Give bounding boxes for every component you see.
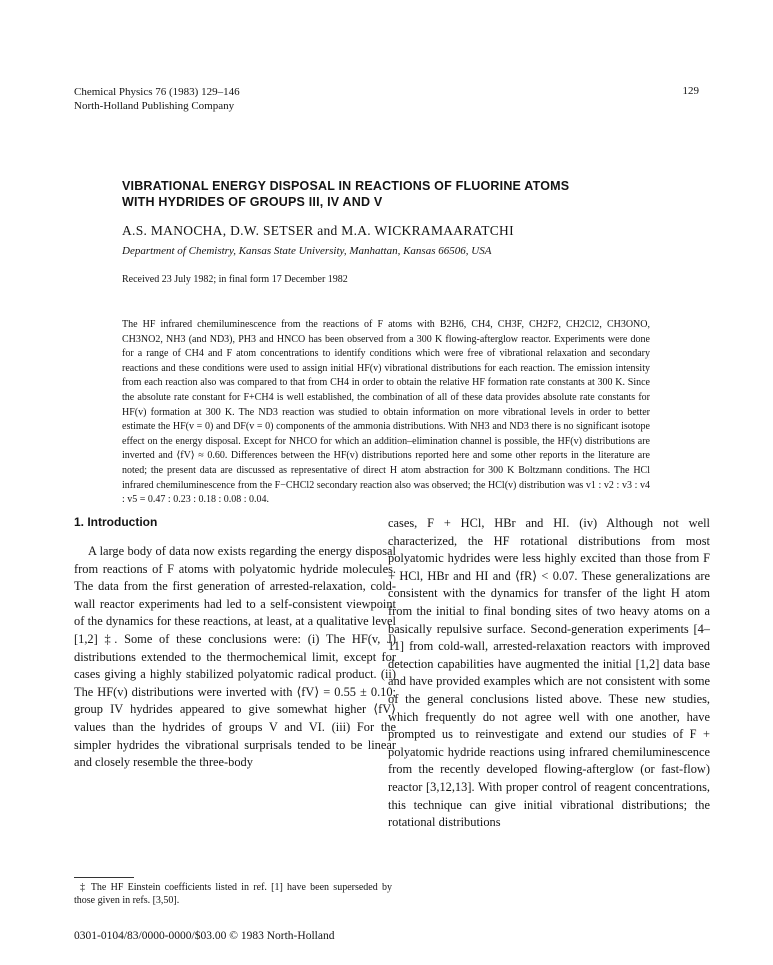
received-date: Received 23 July 1982; in final form 17 December 1982 <box>122 274 348 285</box>
page-number: 129 <box>682 85 699 97</box>
footnote-divider <box>74 877 134 878</box>
introduction-paragraph-left: A large body of data now exists regarding the energy disposal from reactions of F atoms with polyatomic hydride molecules. The data from the first generation of arrested-relaxation, cold-wall reactor experiments had led to a self-consistent viewpoint of the dynamics for these reactions, at least, at a qualitative level [1,2] ‡. Some of these conclusions were: (i) The HF(v, J) distributions extended to the thermochemical limit, except for cases giving a highly stabilized polyatomic radical product. (ii) The HF(v) distributions were inverted with ⟨fV⟩ = 0.55 ± 0.10; group IV hydrides appeared to give somewhat higher ⟨fV⟩ values than the hydrides of groups V and VI. (iii) For the simpler hydrides the vibrational surprisals tended to be linear and closely resemble the three-body <box>74 544 396 770</box>
title-line-2: WITH HYDRIDES OF GROUPS III, IV AND V <box>122 195 383 209</box>
body-column-right <box>388 515 710 832</box>
article-title <box>122 178 682 210</box>
copyright-line: 0301-0104/83/0000-0000/$03.00 © 1983 North-Holland <box>74 930 335 942</box>
abstract: The HF infrared chemiluminescence from the reactions of F atoms with B2H6, CH4, CH3F, CH2F2, CH2Cl2, CH3ONO, CH3NO2, NH3 (and ND3), PH3 and HNCO has been observed from a 300 K flowing-afterglow reactor. Experiments were done for a range of CH4 and F atom concentrations to identify conditions which were free of vibrational relaxation and secondary reactions and these conditions were used to assign initial HF(v) vibrational distributions for each reaction. The emission intensity from each reaction also was compared to that from CH4 in order to obtain the relative HF formation rate constants at 300 K. Since the absolute rate constant for F+CH4 is well established, the combination of all of these data provides absolute rate constants for HF(v) formation at 300 K. The ND3 reaction was studied to obtain information on more vibrational levels in order to better estimate the HF(v = 0) and DF(v = 0) components of the ammonia distributions. With NH3 and ND3 there is no significant isotope effect on the energy disposal. Except for NHCO for which an addition–elimination channel is possible, the HF(v) distributions are inverted and ⟨fV⟩ ≈ 0.60. Differences between the HF(v) distributions reported here and some other reports in the literature are noted; the present data are discussed as representative of direct H atom abstraction for 300 K Boltzmann conditions. The HCl infrared chemiluminescence from the F−CHCl2 secondary reaction also was observed; the HCl(v) distribution was v1 : v2 : v3 : v4 : v5 = 0.47 : 0.23 : 0.18 : 0.08 : 0.04. <box>122 319 650 506</box>
author-affiliation: Department of Chemistry, Kansas State University, Manhattan, Kansas 66506, USA <box>122 245 492 257</box>
introduction-paragraph-right: cases, F + HCl, HBr and HI. (iv) Although not well characterized, the HF rotational distributions from most polyatomic hydrides were less highly excited than those from F + HCl, HBr and HI and ⟨fR⟩ < 0.07. These generalizations are consistent with the dynamics for transfer of the light H atom from the initial to final bonding sites of two heavy atoms on a basically repulsive surface. Second-generation experiments [4–11] from cold-wall, arrested-relaxation reactors with improved detection capabilities have augmented the initial [1,2] data base and have provided examples which are not consistent with some of the general conclusions listed above. These new studies, which frequently do not agree well with one another, have prompted us to reinvestigate and extend our studies of F + polyatomic hydride reactions using infrared chemiluminescence from the recently developed flowing-afterglow (or fast-flow) reactor [3,12,13]. With proper control of reagent concentrations, this technique can give initial vibrational distributions; the rotational distributions <box>388 516 710 830</box>
body-column-left <box>74 515 396 772</box>
author-list: A.S. MANOCHA, D.W. SETSER and M.A. WICKRAMAARATCHI <box>122 223 514 238</box>
footnote: ‡ The HF Einstein coefficients listed in ref. [1] have been superseded by those given in refs. [3,50]. <box>74 882 392 906</box>
section-heading-introduction: 1. Introduction <box>74 515 158 529</box>
journal-name: Chemical Physics 76 (1983) 129–146 <box>74 86 240 98</box>
publisher-name: North-Holland Publishing Company <box>74 100 235 112</box>
journal-citation <box>74 85 240 113</box>
title-line-1: VIBRATIONAL ENERGY DISPOSAL IN REACTIONS OF FLUORINE ATOMS <box>122 179 570 193</box>
